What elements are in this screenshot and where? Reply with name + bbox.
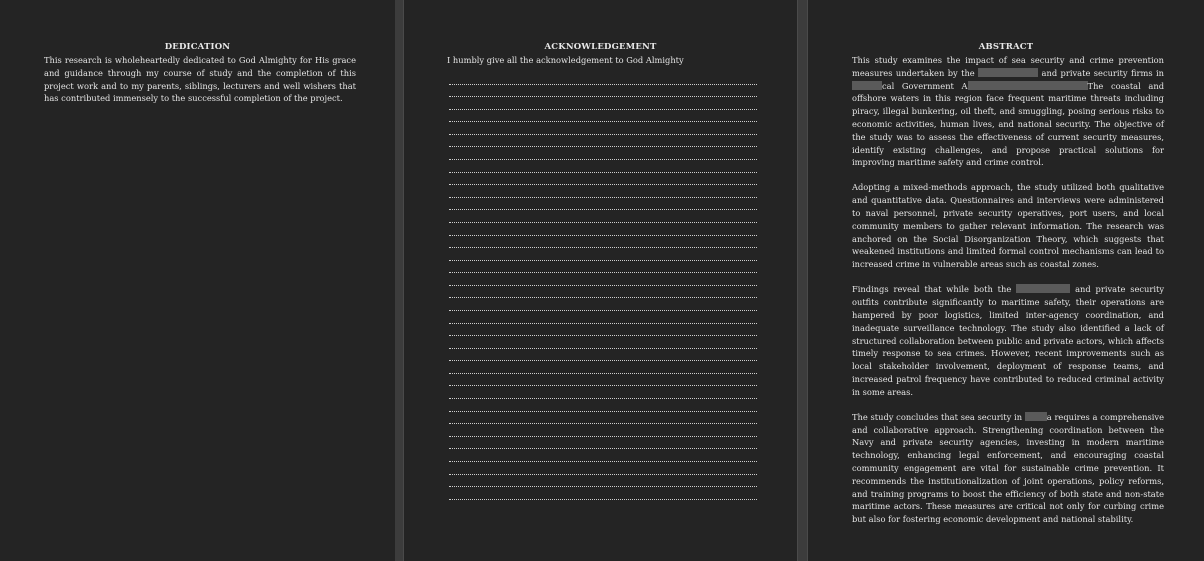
dotted-line xyxy=(449,110,757,123)
dotted-line xyxy=(449,223,757,236)
dotted-line xyxy=(449,386,757,399)
abstract-p4-part-b: a requires a comprehensive and collaborative approach. Strengthening coordination between the Navy and private security agencies, investing in modern maritime technology, enhancing legal enforcement, and encouraging coastal community engagement are vital for sustainable crime prevention. It recommends the institutionalization of joint operations, policy reforms, and training programs to boost the efficiency of both state and non-state maritime actors. These measures are critical not only for curbing crime but also for fostering economic development and national stability. xyxy=(852,411,1164,525)
dotted-line xyxy=(449,135,757,148)
dotted-line xyxy=(449,122,757,135)
redaction-block xyxy=(978,68,1038,77)
dotted-line xyxy=(449,311,757,324)
abstract-body xyxy=(852,54,1164,538)
abstract-p3-part-a: Findings reveal that while both the xyxy=(852,284,1012,295)
abstract-paragraph-3 xyxy=(852,283,1164,398)
dotted-line xyxy=(449,361,757,374)
abstract-paragraph-2: Adopting a mixed-methods approach, the study utilized both qualitative and quantitative data. Questionnaires and interviews were administered to naval personnel, private security operatives, port users, and local community members to gather relevant information. The research was anchored on the Social Disorganization Theory, which suggests that weakened institutions and limited formal control mechanisms can lead to increased crime in vulnerable areas such as coastal zones. xyxy=(852,182,1164,270)
dotted-line xyxy=(449,462,757,475)
dotted-line xyxy=(449,298,757,311)
abstract-p1-part-a: This study examines the impact of sea security and crime prevention measures undertaken by the xyxy=(852,55,1164,78)
dedication-text: This research is wholeheartedly dedicated to God Almighty for His grace and guidance through my course of study and the completion of this project work and to my parents, siblings, lecturers and well wishers that has contributed immensely to the successful completion of the project. xyxy=(44,55,356,104)
dotted-line xyxy=(449,160,757,173)
dotted-line xyxy=(449,198,757,211)
abstract-p1-part-c: cal Government A xyxy=(882,80,968,91)
abstract-p1-part-b: and private security firms in xyxy=(1041,67,1165,78)
redaction-block xyxy=(852,81,882,90)
dotted-line xyxy=(449,72,757,85)
dotted-line xyxy=(449,236,757,249)
dotted-line xyxy=(449,248,757,261)
dotted-line xyxy=(449,147,757,160)
dotted-line xyxy=(449,374,757,387)
abstract-p1-part-d: The coastal and offshore waters in this region face frequent maritime threats including piracy, illegal bunkering, oil theft, and smuggling, posing serious risks to economic activities, human lives, and national security. The objective of the study was to assess the effectiveness of current security measures, identify existing challenges, and propose practical solutions for improving maritime safety and crime control. xyxy=(852,80,1164,168)
dotted-line xyxy=(449,475,757,488)
abstract-p4-part-a: The study concludes that sea security in xyxy=(852,411,1023,422)
dotted-line xyxy=(449,324,757,337)
dotted-line xyxy=(449,210,757,223)
dotted-line xyxy=(449,185,757,198)
dotted-line xyxy=(449,85,757,98)
acknowledgement-heading: ACKNOWLEDGEMENT xyxy=(544,42,657,52)
dedication-heading: DEDICATION xyxy=(164,42,231,52)
redaction-block xyxy=(968,81,1088,90)
abstract-paragraph-4 xyxy=(852,411,1164,526)
dotted-line xyxy=(449,449,757,462)
dotted-line xyxy=(449,336,757,349)
dotted-line xyxy=(449,173,757,186)
dotted-line xyxy=(449,399,757,412)
dotted-line xyxy=(449,273,757,286)
redaction-block xyxy=(1016,284,1070,293)
dotted-line xyxy=(449,437,757,450)
dotted-line xyxy=(449,261,757,274)
abstract-p3-part-b: and private security outfits contribute significantly to maritime safety, their operations are hampered by poor logistics, limited inter-agency coordination, and inadequate surveillance technology. The study also identified a lack of structured collaboration between public and private actors, which affects timely response to sea crimes. However, recent improvements such as local stakeholder involvement, deployment of response teams, and increased patrol frequency have contributed to reduced criminal activity in some areas. xyxy=(852,284,1165,397)
dotted-line xyxy=(449,424,757,437)
dotted-line xyxy=(449,286,757,299)
redaction-block xyxy=(1025,412,1047,421)
page-dedication xyxy=(0,0,395,561)
acknowledgement-text: I humbly give all the acknowledgement to God Almighty xyxy=(447,55,684,65)
acknowledgement-dotted-lines xyxy=(449,72,757,500)
dotted-line xyxy=(449,487,757,500)
dotted-line xyxy=(449,349,757,362)
dotted-line xyxy=(449,97,757,110)
abstract-paragraph-1 xyxy=(852,54,1164,169)
dotted-line xyxy=(449,412,757,425)
abstract-heading: ABSTRACT xyxy=(978,42,1034,52)
